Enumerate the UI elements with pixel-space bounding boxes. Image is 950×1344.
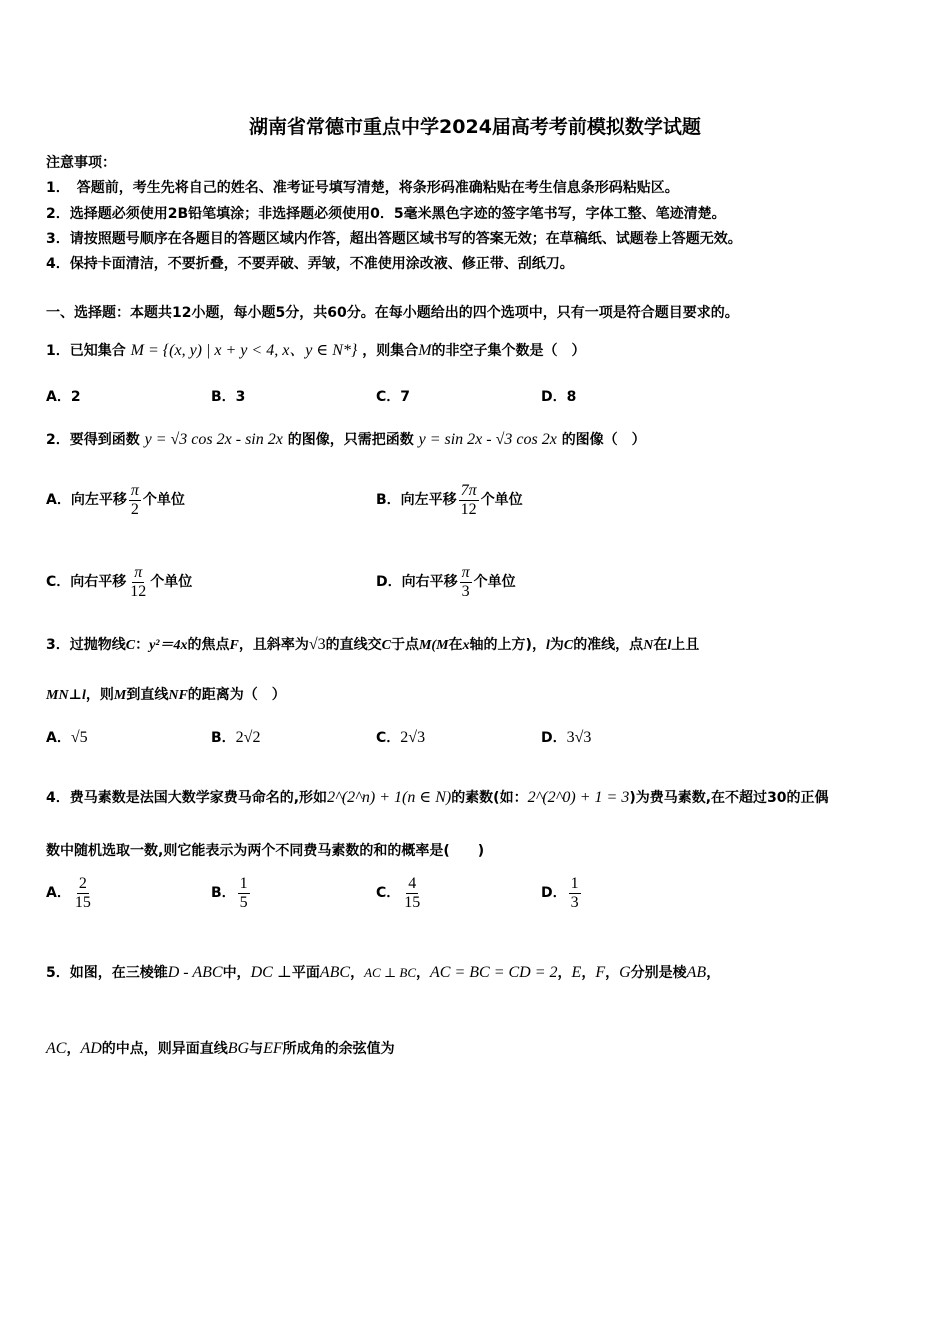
math-variable: AD xyxy=(80,1040,102,1057)
fraction xyxy=(402,875,422,911)
question-text: 为 xyxy=(549,637,564,653)
question-3 xyxy=(46,634,699,654)
question-5 xyxy=(46,962,720,982)
question-text: 的图像（ ） xyxy=(561,432,646,448)
math-variable: BG xyxy=(227,1040,250,1057)
denominator: 3 xyxy=(570,893,579,911)
question-text: ， xyxy=(557,965,572,981)
option-unit: 个单位 xyxy=(473,574,516,591)
option-label: B． xyxy=(211,389,236,405)
option-a xyxy=(46,482,185,518)
math-variable: C xyxy=(381,638,391,653)
question-3-line2 xyxy=(46,684,286,704)
denominator: 12 xyxy=(130,582,147,600)
math-expression: √3 xyxy=(308,636,326,653)
question-text: 中， xyxy=(222,965,251,981)
page-title: 湖南省常德市重点中学2024届高考考前模拟数学试题 xyxy=(249,116,701,138)
question-text: 于点 xyxy=(390,637,419,653)
question-4-line2: 数中随机选取一数,则它能表示为两个不同费马素数的和的概率是( ) xyxy=(46,843,485,859)
option-label: D． xyxy=(541,389,567,405)
question-text: ， xyxy=(605,965,620,981)
option-value: 2√3 xyxy=(400,729,426,746)
option-label: C． xyxy=(376,885,401,902)
option-value: 8 xyxy=(566,389,577,405)
math-variable: ABC xyxy=(319,964,351,981)
option-label: B． xyxy=(211,730,236,746)
question-text: 的中点，则异面直线 xyxy=(101,1041,228,1057)
option-label: A． xyxy=(46,885,71,902)
denominator: 15 xyxy=(404,893,421,911)
question-text: ： xyxy=(135,637,150,653)
option-c xyxy=(376,875,424,911)
math-expression: DC ⊥ xyxy=(250,964,292,981)
question-text: ，且斜率为 xyxy=(238,637,309,653)
math-expression: AC = BC = CD = 2 xyxy=(430,964,558,981)
math-variable: M(M xyxy=(418,638,449,653)
math-variable: F xyxy=(595,964,606,981)
notice-heading: 注意事项： xyxy=(46,155,116,171)
option-label: A． xyxy=(46,389,71,405)
question-text: 上且 xyxy=(671,637,700,653)
question-5-line2 xyxy=(46,1038,395,1058)
question-text: 的直线交 xyxy=(325,637,382,653)
math-variable: M xyxy=(113,688,127,703)
option-unit: 个单位 xyxy=(480,492,523,509)
math-expression: y = sin 2x - √3 cos 2x xyxy=(418,431,557,448)
question-text: 的素数(如： xyxy=(451,790,528,806)
fraction xyxy=(73,875,93,911)
math-expression: 2^(2^0) + 1 = 3 xyxy=(527,789,630,806)
option-label: D． xyxy=(541,730,567,746)
question-text: 分别是棱 xyxy=(630,965,687,981)
question-text: ，则集合 xyxy=(362,343,419,359)
option-b xyxy=(376,482,523,518)
fraction xyxy=(569,875,581,911)
question-text: 轴的上方)， xyxy=(469,637,546,653)
math-expression: D - ABC xyxy=(167,964,223,981)
option-unit: 个单位 xyxy=(142,492,185,509)
option-d xyxy=(376,564,516,600)
math-variable: AB xyxy=(686,964,707,981)
section-heading: 一、选择题：本题共12小题，每小题5分，共60分。在每小题给出的四个选项中，只有一项是符合题目要求的。 xyxy=(46,305,739,321)
question-text: 3．过抛物线 xyxy=(46,637,126,653)
option-b xyxy=(211,386,245,406)
numerator: π xyxy=(134,564,143,581)
math-expression: 2^(2^n) + 1(n ∈ N) xyxy=(327,789,452,806)
option-label: B． xyxy=(211,885,236,902)
numerator: 7π xyxy=(460,482,477,499)
option-a xyxy=(46,386,81,406)
math-variable: AC xyxy=(46,1040,67,1057)
option-a xyxy=(46,875,95,911)
fraction xyxy=(459,482,479,518)
math-variable: E xyxy=(571,964,582,981)
fraction xyxy=(129,482,141,518)
fraction xyxy=(238,875,250,911)
numerator: 1 xyxy=(239,875,248,892)
question-text: ， xyxy=(581,965,596,981)
question-text: 的距离为（ ） xyxy=(187,687,286,703)
question-text: 在 xyxy=(653,637,668,653)
notice-item: 2．选择题必须使用2B铅笔填涂；非选择题必须使用0．5毫米黑色字迹的签字笔书写，字体工整、笔迹清楚。 xyxy=(46,206,726,222)
question-text: 2．要得到函数 xyxy=(46,432,140,448)
math-variable: x xyxy=(462,638,470,653)
option-value: 3√3 xyxy=(566,729,592,746)
option-value: 2√2 xyxy=(235,729,261,746)
math-expression: M = {(x, y) | x + y < 4, x、y ∈ N*} xyxy=(130,342,358,359)
math-variable: N xyxy=(643,638,654,653)
option-c xyxy=(376,727,425,747)
math-expression: AC ⊥ BC xyxy=(364,965,417,980)
fraction xyxy=(128,564,148,600)
option-c xyxy=(376,386,410,406)
number: 30 xyxy=(767,790,787,806)
denominator: 3 xyxy=(461,582,470,600)
question-text: ， xyxy=(350,965,365,981)
numerator: 2 xyxy=(78,875,87,892)
option-d xyxy=(541,875,583,911)
question-text: 4．费马素数是法国大数学家费马命名的,形如 xyxy=(46,790,328,806)
math-variable: l xyxy=(545,638,550,653)
question-text: 的准线，点 xyxy=(573,637,644,653)
question-text: 5．如图，在三棱锥 xyxy=(46,965,168,981)
numerator: 4 xyxy=(408,875,417,892)
denominator: 5 xyxy=(239,893,248,911)
option-label: A． xyxy=(46,730,71,746)
math-variable: F xyxy=(229,638,239,653)
notice-item: 1． 答题前，考生先将自己的姓名、准考证号填写清楚，将条形码准确粘贴在考生信息条形码粘贴区。 xyxy=(46,180,679,196)
fraction xyxy=(460,564,472,600)
question-text: 的正偶 xyxy=(786,790,829,806)
option-b xyxy=(211,875,252,911)
math-variable: C xyxy=(125,638,136,653)
numerator: π xyxy=(461,564,470,581)
question-text: 1．已知集合 xyxy=(46,343,126,359)
option-label: D． xyxy=(541,885,567,902)
question-text: ， xyxy=(66,1041,81,1057)
option-d xyxy=(541,386,576,406)
math-expression: y = √3 cos 2x - sin 2x xyxy=(144,431,283,448)
numerator: 1 xyxy=(570,875,579,892)
option-a xyxy=(46,727,88,747)
math-variable: NF xyxy=(168,688,188,703)
math-expression: y²＝4x xyxy=(149,638,188,653)
option-value: 3 xyxy=(235,389,246,405)
question-text: 的非空子集个数是（ ） xyxy=(431,343,586,359)
question-1 xyxy=(46,337,586,360)
question-text: 的焦点 xyxy=(187,637,230,653)
denominator: 2 xyxy=(130,500,139,518)
option-value: √5 xyxy=(70,729,88,746)
option-unit: 个单位 xyxy=(150,574,193,591)
option-b xyxy=(211,727,260,747)
question-text: 平面 xyxy=(291,965,320,981)
option-value: 7 xyxy=(400,389,411,405)
question-4 xyxy=(46,787,829,807)
option-label: C． xyxy=(376,389,401,405)
option-label: C．向右平移 xyxy=(46,574,127,591)
question-2 xyxy=(46,429,646,449)
denominator: 12 xyxy=(460,500,477,518)
denominator: 15 xyxy=(74,893,91,911)
question-text: 在 xyxy=(448,637,463,653)
option-label: A．向左平移 xyxy=(46,492,127,509)
numerator: π xyxy=(130,482,139,499)
option-d xyxy=(541,727,591,747)
option-c xyxy=(46,564,192,600)
option-label: D．向右平移 xyxy=(376,574,458,591)
option-label: C． xyxy=(376,730,401,746)
math-variable: G xyxy=(619,964,631,981)
notice-item: 4．保持卡面清洁，不要折叠，不要弄破、弄皱，不准使用涂改液、修正带、刮纸刀。 xyxy=(46,256,574,272)
question-text: 所成角的余弦值为 xyxy=(282,1041,395,1057)
question-text: ， xyxy=(706,965,721,981)
math-variable: C xyxy=(563,638,574,653)
question-text: ， xyxy=(416,965,431,981)
option-value: 2 xyxy=(70,389,81,405)
question-text: ，则 xyxy=(85,687,114,703)
question-text: 到直线 xyxy=(126,687,169,703)
question-text: 的图像，只需把函数 xyxy=(287,432,414,448)
notice-item: 3．请按照题号顺序在各题目的答题区域内作答，超出答题区域书写的答案无效；在草稿纸、试题卷上答题无效。 xyxy=(46,231,742,247)
math-variable: l xyxy=(667,638,672,653)
math-expression: MN⊥l xyxy=(46,688,86,703)
question-text: 与 xyxy=(249,1041,264,1057)
option-label: B．向左平移 xyxy=(376,492,457,509)
math-variable: EF xyxy=(263,1040,283,1057)
question-text: )为费马素数,在不超过 xyxy=(629,790,768,806)
math-variable: M xyxy=(418,342,432,359)
